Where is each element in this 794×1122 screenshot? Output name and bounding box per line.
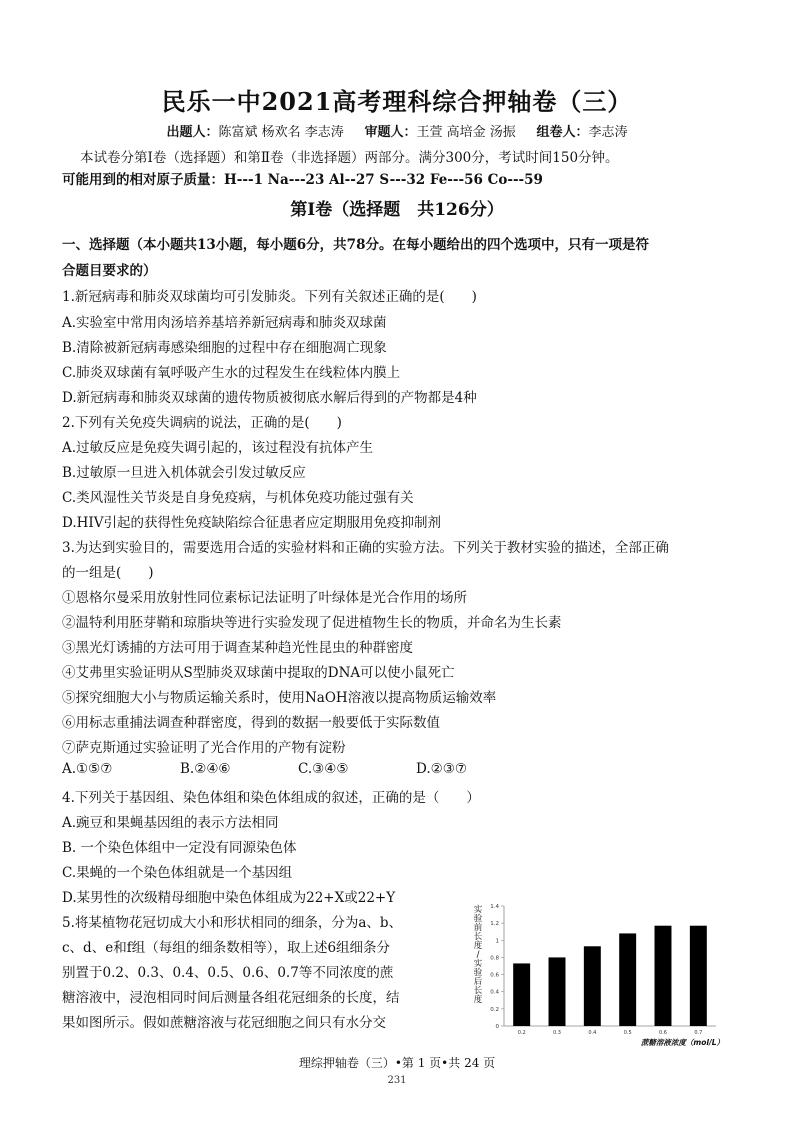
q5-line-5: 果如图所示。假如蔗糖溶液与花冠细胞之间只有水分交: [62, 1015, 386, 1031]
x-tick-label: 0.3: [553, 1030, 561, 1036]
bar: [655, 926, 672, 1026]
q4-stem: 4.下列关于基因组、染色体组和染色体组成的叙述，正确的是（ ）: [62, 790, 480, 806]
section-title: 第Ⅰ卷（选择题 共126分）: [290, 200, 504, 220]
q1-stem: 1.新冠病毒和肺炎双球菌均可引发肺炎。下列有关叙述正确的是( ): [62, 289, 477, 305]
q1-option-d: D.新冠病毒和肺炎双球菌的遗传物质被彻底水解后得到的产物都是4种: [62, 390, 477, 406]
bar: [584, 946, 601, 1026]
page-footer: 理综押轴卷（三）•第 1 页•共 24 页: [298, 1056, 496, 1070]
y-tick-label: 0.4: [490, 989, 499, 996]
q3-statement-1: ①恩格尔曼采用放射性同位素标记法证明了叶绿体是光合作用的场所: [62, 590, 467, 606]
q3-option-a: A.①⑤⑦: [62, 761, 113, 777]
x-tick-label: 0.6: [659, 1030, 667, 1036]
q4-option-c: C.果蝇的一个染色体组就是一个基因组: [62, 865, 293, 881]
x-tick-label: 0.4: [588, 1030, 597, 1036]
authors-label-1: 出题人：: [166, 125, 219, 140]
y-tick-label: 1.2: [490, 921, 499, 928]
instructions-line-2: 合题目要求的）: [62, 263, 157, 279]
q3-statement-7: ⑦萨克斯通过实验证明了光合作用的产物有淀粉: [62, 740, 346, 756]
bar: [549, 957, 566, 1026]
q5-line-2: c、d、e和f组（每组的细条数相等），取上述6组细条分: [62, 940, 391, 956]
authors-value-3: 李志涛: [588, 125, 628, 140]
q5-line-4: 糖溶液中，浸泡相同时间后测量各组花冠细条的长度，结: [62, 990, 400, 1006]
page-number: 231: [387, 1075, 407, 1086]
q3-option-c: C.③④⑤: [298, 761, 349, 777]
q3-option-d: D.②③⑦: [416, 761, 467, 777]
intro-text: 本试卷分第Ⅰ卷（选择题）和第Ⅱ卷（非选择题）两部分。满分300分，考试时间150分钟。: [80, 150, 619, 166]
bar: [513, 963, 530, 1026]
y-tick-label: 1.4: [490, 904, 499, 910]
q2-stem: 2.下列有关免疫失调病的说法，正确的是( ): [62, 415, 342, 431]
q2-option-c: C.类风湿性关节炎是自身免疫病，与机体免疫功能过强有关: [62, 490, 414, 506]
q3-statement-3: ③黑光灯诱捕的方法可用于调查某种趋光性昆虫的种群密度: [62, 640, 413, 656]
q3-statement-5: ⑤探究细胞大小与物质运输关系时，使用NaOH溶液以提高物质运输效率: [62, 690, 497, 706]
x-axis-label: 蔗糖溶液浓度（mol/L）: [640, 1038, 724, 1047]
bar-chart: [466, 896, 734, 1048]
x-tick-label: 0.5: [623, 1030, 632, 1036]
y-tick-label: 1: [495, 938, 499, 945]
authors-label-3: 组卷人：: [536, 125, 589, 140]
q2-option-a: A.过敏反应是免疫失调引起的，该过程没有抗体产生: [62, 440, 374, 456]
y-axis-label: 实验前长度/实验后长度: [473, 905, 483, 1005]
q3-stem-line-1: 3.为达到实验目的，需要选用合适的实验材料和正确的实验方法。下列关于教材实验的描述，全部正确: [62, 540, 669, 556]
instructions-line-1: 一、选择题（本小题共13小题，每小题6分，共78分。在每小题给出的四个选项中，只有一项是符: [62, 237, 649, 253]
q3-option-b: B.②④⑥: [180, 761, 231, 777]
q5-line-1: 5.将某植物花冠切成大小和形状相同的细条，分为a、b、: [62, 915, 403, 931]
x-tick-label: 0.2: [517, 1030, 526, 1036]
y-tick-label: 0.2: [490, 1006, 499, 1013]
authors-value-2: 王萱 高培金 汤振: [416, 125, 516, 140]
q1-option-b: B.清除被新冠病毒感染细胞的过程中存在细胞凋亡现象: [62, 340, 387, 356]
q4-option-a: A.豌豆和果蝇基因组的表示方法相同: [62, 815, 279, 831]
authors-label-2: 审题人：: [364, 125, 417, 140]
bar: [690, 926, 707, 1026]
y-tick-label: 0: [495, 1024, 499, 1030]
q2-option-b: B.过敏原一旦进入机体就会引发过敏反应: [62, 465, 306, 481]
q3-stem-line-2: 的一组是( ): [62, 565, 154, 581]
q3-choices: [62, 761, 534, 777]
x-tick-label: 0.7: [694, 1030, 703, 1036]
q3-statement-2: ②温特利用胚芽鞘和琼脂块等进行实验发现了促进植物生长的物质，并命名为生长素: [62, 615, 562, 631]
q4-option-b: B. 一个染色体组中一定没有同源染色体: [62, 840, 297, 856]
q3-statement-4: ④艾弗里实验证明从S型肺炎双球菌中提取的DNA可以使小鼠死亡: [62, 665, 455, 681]
q1-option-a: A.实验室中常用肉汤培养基培养新冠病毒和肺炎双球菌: [62, 315, 387, 331]
q1-option-c: C.肺炎双球菌有氧呼吸产生水的过程发生在线粒体内膜上: [62, 365, 401, 381]
authors-value-1: 陈富斌 杨欢名 李志涛: [218, 125, 344, 140]
q5-line-3: 别置于0.2、0.3、0.4、0.5、0.6、0.7等不同浓度的蔗: [62, 965, 394, 981]
atomic-masses: 可能用到的相对原子质量：H---1 Na---23 Al--27 S---32 Fe---56 Co---59: [62, 172, 543, 188]
bar: [619, 933, 636, 1026]
y-tick-label: 0.8: [490, 955, 499, 962]
author-line: [0, 121, 794, 140]
page-title: 民乐一中2021高考理科综合押轴卷（三）: [161, 87, 633, 116]
q3-statement-6: ⑥用标志重捕法调查种群密度，得到的数据一般要低于实际数值: [62, 715, 440, 731]
q4-option-d: D.某男性的次级精母细胞中染色体组成为22+X或22+Y: [62, 890, 396, 906]
q2-option-d: D.HIV引起的获得性免疫缺陷综合征患者应定期服用免疫抑制剂: [62, 515, 441, 531]
y-tick-label: 0.6: [490, 972, 499, 979]
